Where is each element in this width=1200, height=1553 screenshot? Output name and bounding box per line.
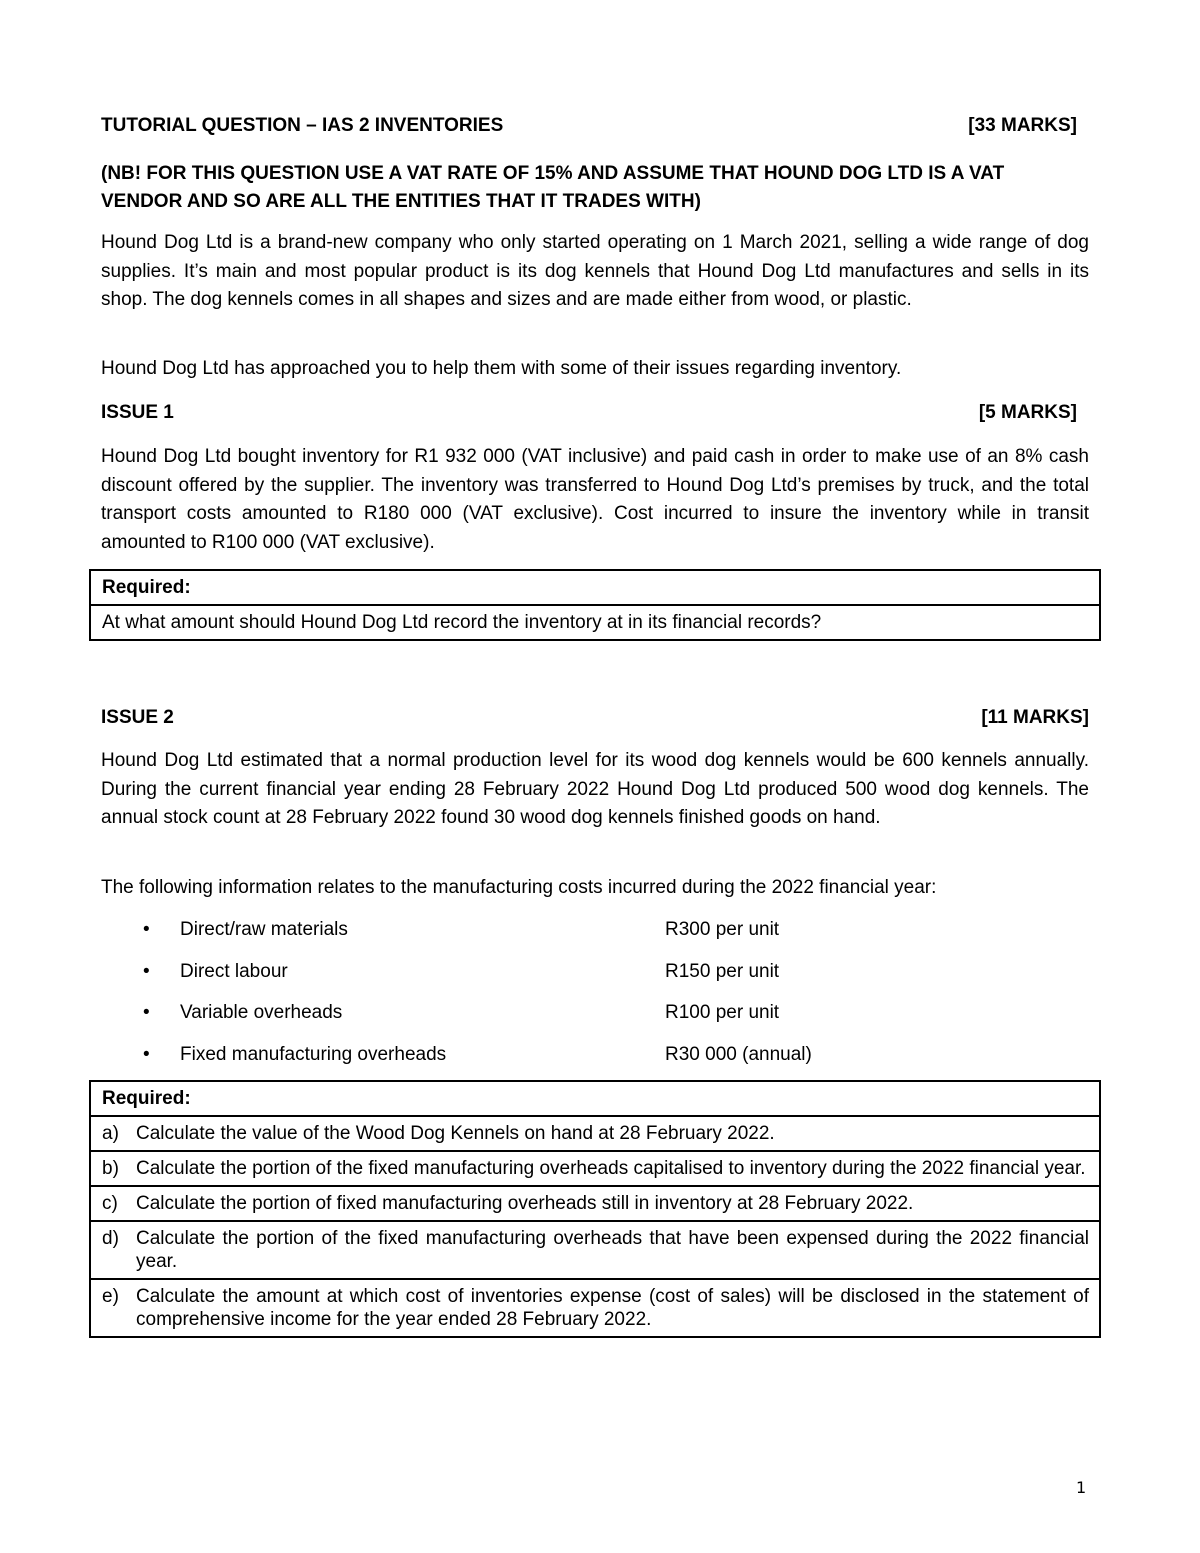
cost-item-name: Fixed manufacturing overheads [180,1043,447,1065]
cost-item-amount: R300 per unit [665,919,780,940]
costs-list [101,916,1089,1082]
issue1-header [101,399,1077,427]
required-row [90,1151,1100,1186]
bullet-icon: • [143,960,150,982]
cost-item-amount: R150 per unit [665,960,780,982]
issue1-marks: [5 MARKS] [978,402,1077,423]
cost-item-amount: R100 per unit [665,1002,780,1023]
required-row-text: Calculate the portion of fixed manufacturing overheads still in inventory at 28 February 2022. [136,1193,914,1214]
intro-paragraph-2: Hound Dog Ltd has approached you to help them with some of their issues regarding inventory. [101,358,902,379]
required-row-text: Calculate the amount at which cost of inventories expense (cost of sales) will be disclosed in the statement of comprehensive income for the year ended 28 February 2022. [136,1286,1089,1330]
required-row-label: d) [102,1228,119,1249]
required-row [90,1116,1100,1151]
document-header [101,112,1077,140]
issue1-title: ISSUE 1 [101,402,174,423]
bullet-icon: • [143,1043,150,1065]
issue2-header [101,704,1089,732]
required-row [90,1279,1100,1337]
bullet-icon: • [143,919,150,940]
cost-item [101,916,1089,958]
issue1-required-text: At what amount should Hound Dog Ltd record the inventory at in its financial records? [90,605,1100,640]
required-row-label: c) [102,1193,118,1214]
intro-paragraph: Hound Dog Ltd is a brand-new company who only started operating on 1 March 2021, selling a wide range of dog supplies. It’s main and most popular product is its dog kennels that Hound Dog Ltd manufactures and sells in its shop. The dog kennels comes in all shapes and sizes and are made either from wood, or plastic. [101,232,1089,310]
required-row-text: Calculate the portion of the fixed manufacturing overheads that have been expensed during the 2022 financial year. [136,1228,1089,1272]
required-row [90,1221,1100,1279]
required-row-text: Calculate the portion of the fixed manufacturing overheads capitalised to inventory during the 2022 financial year. [136,1158,1086,1179]
required-row-label: b) [102,1158,119,1179]
cost-item [101,999,1089,1041]
cost-item-name: Direct labour [180,960,288,982]
cost-item-name: Variable overheads [180,1002,343,1023]
cost-item [101,958,1089,1000]
page-number: 1 [1076,1478,1087,1497]
costs-intro: The following information relates to the manufacturing costs incurred during the 2022 financial year: [101,877,937,898]
issue1-paragraph: Hound Dog Ltd bought inventory for R1 932 000 (VAT inclusive) and paid cash in order to make use of an 8% cash discount offered by the supplier. The inventory was transferred to Hound Dog Ltd’s premises by truck, and the total transport costs amounted to R180 000 (VAT exclusive). Cost incurred to insure the inventory while in transit amounted to R100 000 (VAT exclusive). [101,446,1089,553]
required-row-label: a) [102,1123,119,1144]
vat-note: (NB! FOR THIS QUESTION USE A VAT RATE OF 15% AND ASSUME THAT HOUND DOG LTD IS A VAT VENDOR AND SO ARE ALL THE ENTITIES THAT IT TRADES WITH) [101,163,1005,212]
issue2-required-label: Required: [90,1081,1100,1116]
cost-item-name: Direct/raw materials [180,919,348,940]
issue2-required-table [89,1080,1101,1338]
issue1-required-label: Required: [90,570,1100,605]
issue1-required-table [89,569,1101,641]
issue2-paragraph: Hound Dog Ltd estimated that a normal production level for its wood dog kennels would be 600 kennels annually. During the current financial year ending 28 February 2022 Hound Dog Ltd produced 500 wood dog kennels. The annual stock count at 28 February 2022 found 30 wood dog kennels finished goods on hand. [101,750,1089,828]
total-marks: [33 MARKS] [968,115,1077,136]
cost-item [101,1041,1089,1083]
bullet-icon: • [143,1002,150,1023]
cost-item-amount: R30 000 (annual) [665,1043,812,1065]
issue2-marks: [11 MARKS] [981,707,1089,728]
document-title: TUTORIAL QUESTION – IAS 2 INVENTORIES [101,115,504,136]
required-row-label: e) [102,1286,119,1307]
issue2-title: ISSUE 2 [101,707,174,728]
required-row [90,1186,1100,1221]
required-row-text: Calculate the value of the Wood Dog Kennels on hand at 28 February 2022. [136,1123,775,1144]
